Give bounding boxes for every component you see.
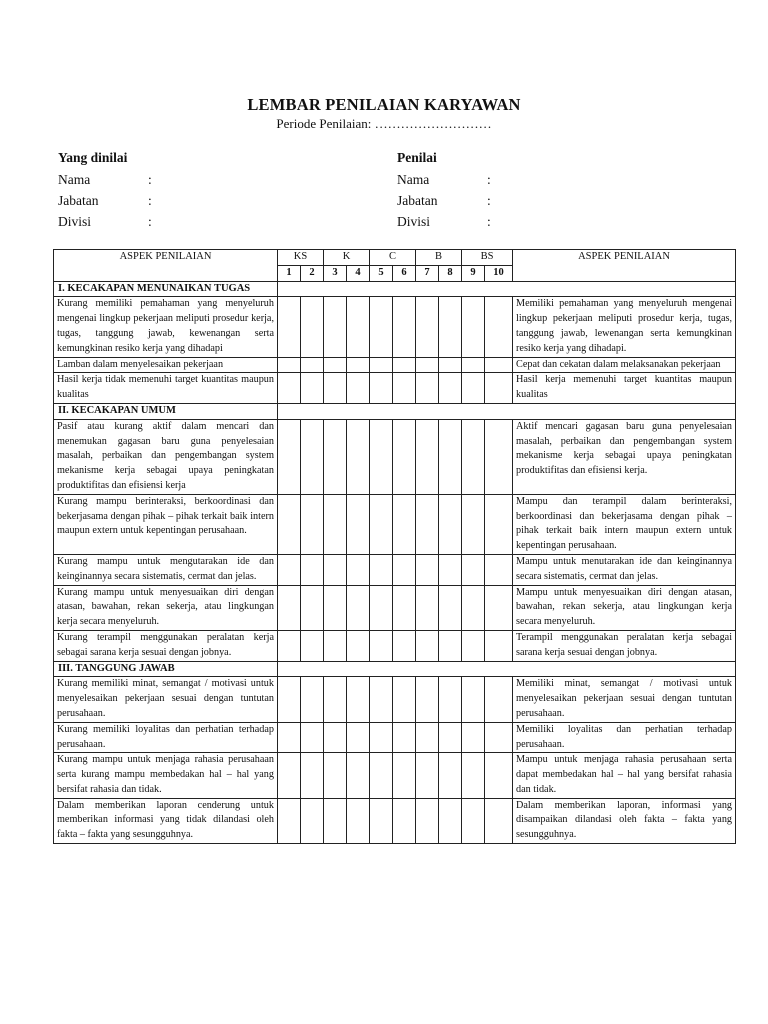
negative-criterion: Kurang memiliki loyalitas dan perhatian terhadap perusahaan. bbox=[54, 722, 278, 753]
score-cell-2[interactable] bbox=[301, 494, 324, 554]
score-cell-4[interactable] bbox=[347, 373, 370, 404]
aspect-header-left: ASPEK PENILAIAN bbox=[54, 250, 278, 282]
score-cell-2[interactable] bbox=[301, 554, 324, 585]
score-cell-3[interactable] bbox=[324, 677, 347, 722]
score-cell-4[interactable] bbox=[347, 585, 370, 630]
score-cell-9[interactable] bbox=[462, 297, 485, 357]
table-row bbox=[54, 554, 736, 585]
table-row bbox=[54, 494, 736, 554]
negative-criterion: Kurang memiliki minat, semangat / motivasi untuk menyelesaikan pekerjaan sesuai dengan tuntutan perusahaan. bbox=[54, 677, 278, 722]
grade-header-b: B bbox=[416, 250, 462, 266]
score-cell-8[interactable] bbox=[439, 297, 462, 357]
section-filler bbox=[278, 403, 736, 419]
score-cell-6[interactable] bbox=[393, 798, 416, 843]
score-header-3: 3 bbox=[324, 265, 347, 281]
negative-criterion: Kurang mampu untuk mengutarakan ide dan keinginannya secara sistematis, cermat dan jelas. bbox=[54, 554, 278, 585]
score-cell-6[interactable] bbox=[393, 357, 416, 373]
score-cell-4[interactable] bbox=[347, 753, 370, 798]
score-cell-8[interactable] bbox=[439, 357, 462, 373]
score-cell-3[interactable] bbox=[324, 494, 347, 554]
positive-criterion: Memiliki pemahaman yang menyeluruh mengenai lingkup pekerjaan meliputi prosedur kerja, tugas, tanggung jawab, lewenangan serta kemungkinan resiko kerja yang dihadapi. bbox=[513, 297, 736, 357]
score-cell-5[interactable] bbox=[370, 494, 393, 554]
score-cell-3[interactable] bbox=[324, 585, 347, 630]
score-cell-6[interactable] bbox=[393, 419, 416, 494]
negative-criterion: Kurang mampu untuk menyesuaikan diri dengan atasan, bawahan, rekan sekerja, atau lingkungan kerja secara menyeluruh. bbox=[54, 585, 278, 630]
score-cell-2[interactable] bbox=[301, 753, 324, 798]
score-cell-9[interactable] bbox=[462, 554, 485, 585]
score-cell-8[interactable] bbox=[439, 494, 462, 554]
score-cell-5[interactable] bbox=[370, 677, 393, 722]
score-cell-8[interactable] bbox=[439, 798, 462, 843]
score-header-4: 4 bbox=[347, 265, 370, 281]
score-cell-8[interactable] bbox=[439, 677, 462, 722]
score-cell-7[interactable] bbox=[416, 630, 439, 661]
score-header-8: 8 bbox=[439, 265, 462, 281]
evaluatee-heading: Yang dinilai bbox=[58, 150, 128, 165]
score-cell-10[interactable] bbox=[485, 494, 513, 554]
positive-criterion: Mampu untuk menyesuaikan diri dengan atasan, bawahan, rekan sekerja, atau lingkungan kerja secara menyeluruh. bbox=[513, 585, 736, 630]
grade-header-ks: KS bbox=[278, 250, 324, 266]
positive-criterion: Terampil menggunakan peralatan kerja sebagai sarana kerja sesuai dengan jobnya. bbox=[513, 630, 736, 661]
score-cell-10[interactable] bbox=[485, 554, 513, 585]
score-cell-7[interactable] bbox=[416, 373, 439, 404]
evaluatee-block bbox=[58, 150, 358, 232]
score-cell-5[interactable] bbox=[370, 722, 393, 753]
evaluatee-position-field[interactable]: Jabatan : bbox=[58, 193, 152, 208]
score-cell-4[interactable] bbox=[347, 419, 370, 494]
positive-criterion: Hasil kerja memenuhi target kuantitas maupun kualitas bbox=[513, 373, 736, 404]
form-title: LEMBAR PENILAIAN KARYAWAN bbox=[247, 95, 521, 114]
score-cell-3[interactable] bbox=[324, 798, 347, 843]
table-row bbox=[54, 419, 736, 494]
score-cell-1[interactable] bbox=[278, 677, 301, 722]
score-cell-10[interactable] bbox=[485, 373, 513, 404]
grade-header-c: C bbox=[370, 250, 416, 266]
score-cell-2[interactable] bbox=[301, 722, 324, 753]
score-cell-4[interactable] bbox=[347, 494, 370, 554]
score-cell-8[interactable] bbox=[439, 554, 462, 585]
evaluatee-division-field[interactable]: Divisi : bbox=[58, 214, 152, 229]
score-cell-7[interactable] bbox=[416, 722, 439, 753]
positive-criterion: Mampu dan terampil dalam berinteraksi, berkoordinasi dan bekerjasama dengan pihak – pihak terkait baik intern maupun extern untuk kepentingan perusahaan. bbox=[513, 494, 736, 554]
score-cell-8[interactable] bbox=[439, 419, 462, 494]
score-cell-1[interactable] bbox=[278, 419, 301, 494]
negative-criterion: Dalam memberikan laporan cenderung untuk memberikan informasi yang tidak dilandasi oleh fakta – fakta yang sesungguhnya. bbox=[54, 798, 278, 843]
negative-criterion: Pasif atau kurang aktif dalam mencari dan menemukan gagasan baru guna penyelesaian masalah, perbaikan dan pengembangan system mekanisme kerja sebagai upaya peningkatan produktifitas dan efisiensi kerja bbox=[54, 419, 278, 494]
score-cell-5[interactable] bbox=[370, 798, 393, 843]
score-cell-2[interactable] bbox=[301, 798, 324, 843]
positive-criterion: Memiliki minat, semangat / motivasi untuk menyelesaikan pekerjaan sesuai dengan tuntutan perusahaan. bbox=[513, 677, 736, 722]
grade-header-bs: BS bbox=[462, 250, 513, 266]
score-cell-9[interactable] bbox=[462, 677, 485, 722]
positive-criterion: Memiliki loyalitas dan perhatian terhadap perusahaan. bbox=[513, 722, 736, 753]
negative-criterion: Kurang memiliki pemahaman yang menyeluruh mengenai lingkup pekerjaan meliputi prosedur kerja, tugas, tanggung jawab, kewenangan serta kemungkinan resiko kerja yang dihadapi bbox=[54, 297, 278, 357]
score-cell-9[interactable] bbox=[462, 585, 485, 630]
score-cell-1[interactable] bbox=[278, 373, 301, 404]
score-cell-1[interactable] bbox=[278, 554, 301, 585]
table-row bbox=[54, 630, 736, 661]
table-row bbox=[54, 722, 736, 753]
section-header-row bbox=[54, 403, 736, 419]
score-cell-1[interactable] bbox=[278, 798, 301, 843]
score-cell-7[interactable] bbox=[416, 297, 439, 357]
score-cell-2[interactable] bbox=[301, 373, 324, 404]
score-cell-1[interactable] bbox=[278, 494, 301, 554]
score-header-9: 9 bbox=[462, 265, 485, 281]
score-cell-10[interactable] bbox=[485, 419, 513, 494]
score-cell-5[interactable] bbox=[370, 297, 393, 357]
score-cell-3[interactable] bbox=[324, 722, 347, 753]
score-cell-3[interactable] bbox=[324, 373, 347, 404]
score-cell-7[interactable] bbox=[416, 753, 439, 798]
evaluator-name-field[interactable]: Nama : bbox=[397, 172, 491, 187]
negative-criterion: Kurang terampil menggunakan peralatan kerja sebagai sarana kerja sesuai dengan jobnya. bbox=[54, 630, 278, 661]
score-cell-5[interactable] bbox=[370, 373, 393, 404]
negative-criterion: Kurang mampu untuk menjaga rahasia perusahaan serta kurang mampu membedakan hal – hal yang bersifat rahasia dan tidak. bbox=[54, 753, 278, 798]
score-cell-10[interactable] bbox=[485, 585, 513, 630]
score-cell-3[interactable] bbox=[324, 753, 347, 798]
score-cell-4[interactable] bbox=[347, 357, 370, 373]
table-row bbox=[54, 357, 736, 373]
score-cell-5[interactable] bbox=[370, 585, 393, 630]
score-cell-3[interactable] bbox=[324, 630, 347, 661]
score-cell-2[interactable] bbox=[301, 585, 324, 630]
table-row bbox=[54, 373, 736, 404]
score-cell-1[interactable] bbox=[278, 722, 301, 753]
negative-criterion: Kurang mampu berinteraksi, berkoordinasi dan bekerjasama dengan pihak – pihak terkait baik intern maupun extern untuk kepentingan perusahaan. bbox=[54, 494, 278, 554]
score-cell-6[interactable] bbox=[393, 753, 416, 798]
evaluator-position-field[interactable]: Jabatan : bbox=[397, 193, 491, 208]
score-cell-7[interactable] bbox=[416, 419, 439, 494]
negative-criterion: Lamban dalam menyelesaikan pekerjaan bbox=[54, 357, 278, 373]
negative-criterion: Hasil kerja tidak memenuhi target kuantitas maupun kualitas bbox=[54, 373, 278, 404]
score-cell-4[interactable] bbox=[347, 722, 370, 753]
score-cell-10[interactable] bbox=[485, 630, 513, 661]
score-header-6: 6 bbox=[393, 265, 416, 281]
score-cell-1[interactable] bbox=[278, 357, 301, 373]
score-cell-6[interactable] bbox=[393, 494, 416, 554]
score-cell-10[interactable] bbox=[485, 357, 513, 373]
score-cell-1[interactable] bbox=[278, 630, 301, 661]
score-cell-9[interactable] bbox=[462, 494, 485, 554]
section-title: I. KECAKAPAN MENUNAIKAN TUGAS bbox=[54, 281, 278, 297]
score-cell-10[interactable] bbox=[485, 722, 513, 753]
positive-criterion: Dalam memberikan laporan, informasi yang disampaikan dilandasi oleh fakta – fakta yang sesungguhnya. bbox=[513, 798, 736, 843]
positive-criterion: Mampu untuk menjaga rahasia perusahaan serta dapat membedakan hal – hal yang bersifat rahasia dan tidak. bbox=[513, 753, 736, 798]
score-cell-2[interactable] bbox=[301, 419, 324, 494]
score-cell-7[interactable] bbox=[416, 585, 439, 630]
score-cell-6[interactable] bbox=[393, 677, 416, 722]
score-cell-4[interactable] bbox=[347, 554, 370, 585]
score-cell-4[interactable] bbox=[347, 297, 370, 357]
table-row bbox=[54, 677, 736, 722]
table-header-row bbox=[54, 250, 736, 266]
score-cell-7[interactable] bbox=[416, 798, 439, 843]
score-cell-3[interactable] bbox=[324, 554, 347, 585]
aspect-header-right: ASPEK PENILAIAN bbox=[513, 250, 736, 282]
score-cell-10[interactable] bbox=[485, 297, 513, 357]
score-cell-3[interactable] bbox=[324, 357, 347, 373]
score-cell-8[interactable] bbox=[439, 630, 462, 661]
table-row bbox=[54, 585, 736, 630]
section-header-row bbox=[54, 281, 736, 297]
score-cell-4[interactable] bbox=[347, 798, 370, 843]
positive-criterion: Mampu untuk menutarakan ide dan keinginannya secara sistematis, cermat dan jelas. bbox=[513, 554, 736, 585]
score-cell-6[interactable] bbox=[393, 585, 416, 630]
score-cell-9[interactable] bbox=[462, 373, 485, 404]
score-cell-6[interactable] bbox=[393, 297, 416, 357]
score-cell-6[interactable] bbox=[393, 554, 416, 585]
score-cell-9[interactable] bbox=[462, 419, 485, 494]
score-cell-10[interactable] bbox=[485, 798, 513, 843]
score-cell-5[interactable] bbox=[370, 357, 393, 373]
score-header-1: 1 bbox=[278, 265, 301, 281]
score-cell-7[interactable] bbox=[416, 494, 439, 554]
score-cell-3[interactable] bbox=[324, 419, 347, 494]
table-row bbox=[54, 798, 736, 843]
score-cell-7[interactable] bbox=[416, 554, 439, 585]
table-row bbox=[54, 753, 736, 798]
score-cell-7[interactable] bbox=[416, 357, 439, 373]
score-cell-1[interactable] bbox=[278, 585, 301, 630]
score-header-7: 7 bbox=[416, 265, 439, 281]
score-header-2: 2 bbox=[301, 265, 324, 281]
section-title: III. TANGGUNG JAWAB bbox=[54, 661, 278, 677]
section-filler bbox=[278, 661, 736, 677]
score-cell-5[interactable] bbox=[370, 630, 393, 661]
score-cell-2[interactable] bbox=[301, 630, 324, 661]
score-cell-6[interactable] bbox=[393, 722, 416, 753]
score-cell-5[interactable] bbox=[370, 419, 393, 494]
score-cell-5[interactable] bbox=[370, 554, 393, 585]
score-cell-2[interactable] bbox=[301, 297, 324, 357]
score-cell-8[interactable] bbox=[439, 585, 462, 630]
score-cell-8[interactable] bbox=[439, 722, 462, 753]
score-cell-2[interactable] bbox=[301, 357, 324, 373]
score-header-5: 5 bbox=[370, 265, 393, 281]
evaluator-division-field[interactable]: Divisi : bbox=[397, 214, 491, 229]
score-cell-2[interactable] bbox=[301, 677, 324, 722]
score-cell-6[interactable] bbox=[393, 630, 416, 661]
assessment-table bbox=[53, 249, 736, 844]
score-cell-9[interactable] bbox=[462, 722, 485, 753]
score-cell-9[interactable] bbox=[462, 357, 485, 373]
evaluation-period: Periode Penilaian: ……………………… bbox=[276, 116, 492, 131]
positive-criterion: Aktif mencari gagasan baru guna penyelesaian masalah, perbaikan dan pengembangan system mekanisme kerja sebagai upaya peningkatan produktifitas dan efisiensi kerja. bbox=[513, 419, 736, 494]
evaluator-heading: Penilai bbox=[397, 150, 437, 165]
positive-criterion: Cepat dan cekatan dalam melaksanakan pekerjaan bbox=[513, 357, 736, 373]
score-cell-3[interactable] bbox=[324, 297, 347, 357]
score-header-10: 10 bbox=[485, 265, 513, 281]
score-cell-4[interactable] bbox=[347, 630, 370, 661]
section-filler bbox=[278, 281, 736, 297]
score-cell-10[interactable] bbox=[485, 677, 513, 722]
score-cell-5[interactable] bbox=[370, 753, 393, 798]
score-cell-7[interactable] bbox=[416, 677, 439, 722]
evaluatee-name-field[interactable]: Nama : bbox=[58, 172, 152, 187]
score-cell-4[interactable] bbox=[347, 677, 370, 722]
score-cell-9[interactable] bbox=[462, 630, 485, 661]
score-cell-8[interactable] bbox=[439, 753, 462, 798]
table-row bbox=[54, 297, 736, 357]
section-header-row bbox=[54, 661, 736, 677]
score-cell-9[interactable] bbox=[462, 798, 485, 843]
grade-header-k: K bbox=[324, 250, 370, 266]
section-title: II. KECAKAPAN UMUM bbox=[54, 403, 278, 419]
score-cell-1[interactable] bbox=[278, 297, 301, 357]
score-cell-6[interactable] bbox=[393, 373, 416, 404]
score-cell-8[interactable] bbox=[439, 373, 462, 404]
score-cell-1[interactable] bbox=[278, 753, 301, 798]
evaluator-block bbox=[397, 150, 697, 232]
score-cell-10[interactable] bbox=[485, 753, 513, 798]
score-cell-9[interactable] bbox=[462, 753, 485, 798]
